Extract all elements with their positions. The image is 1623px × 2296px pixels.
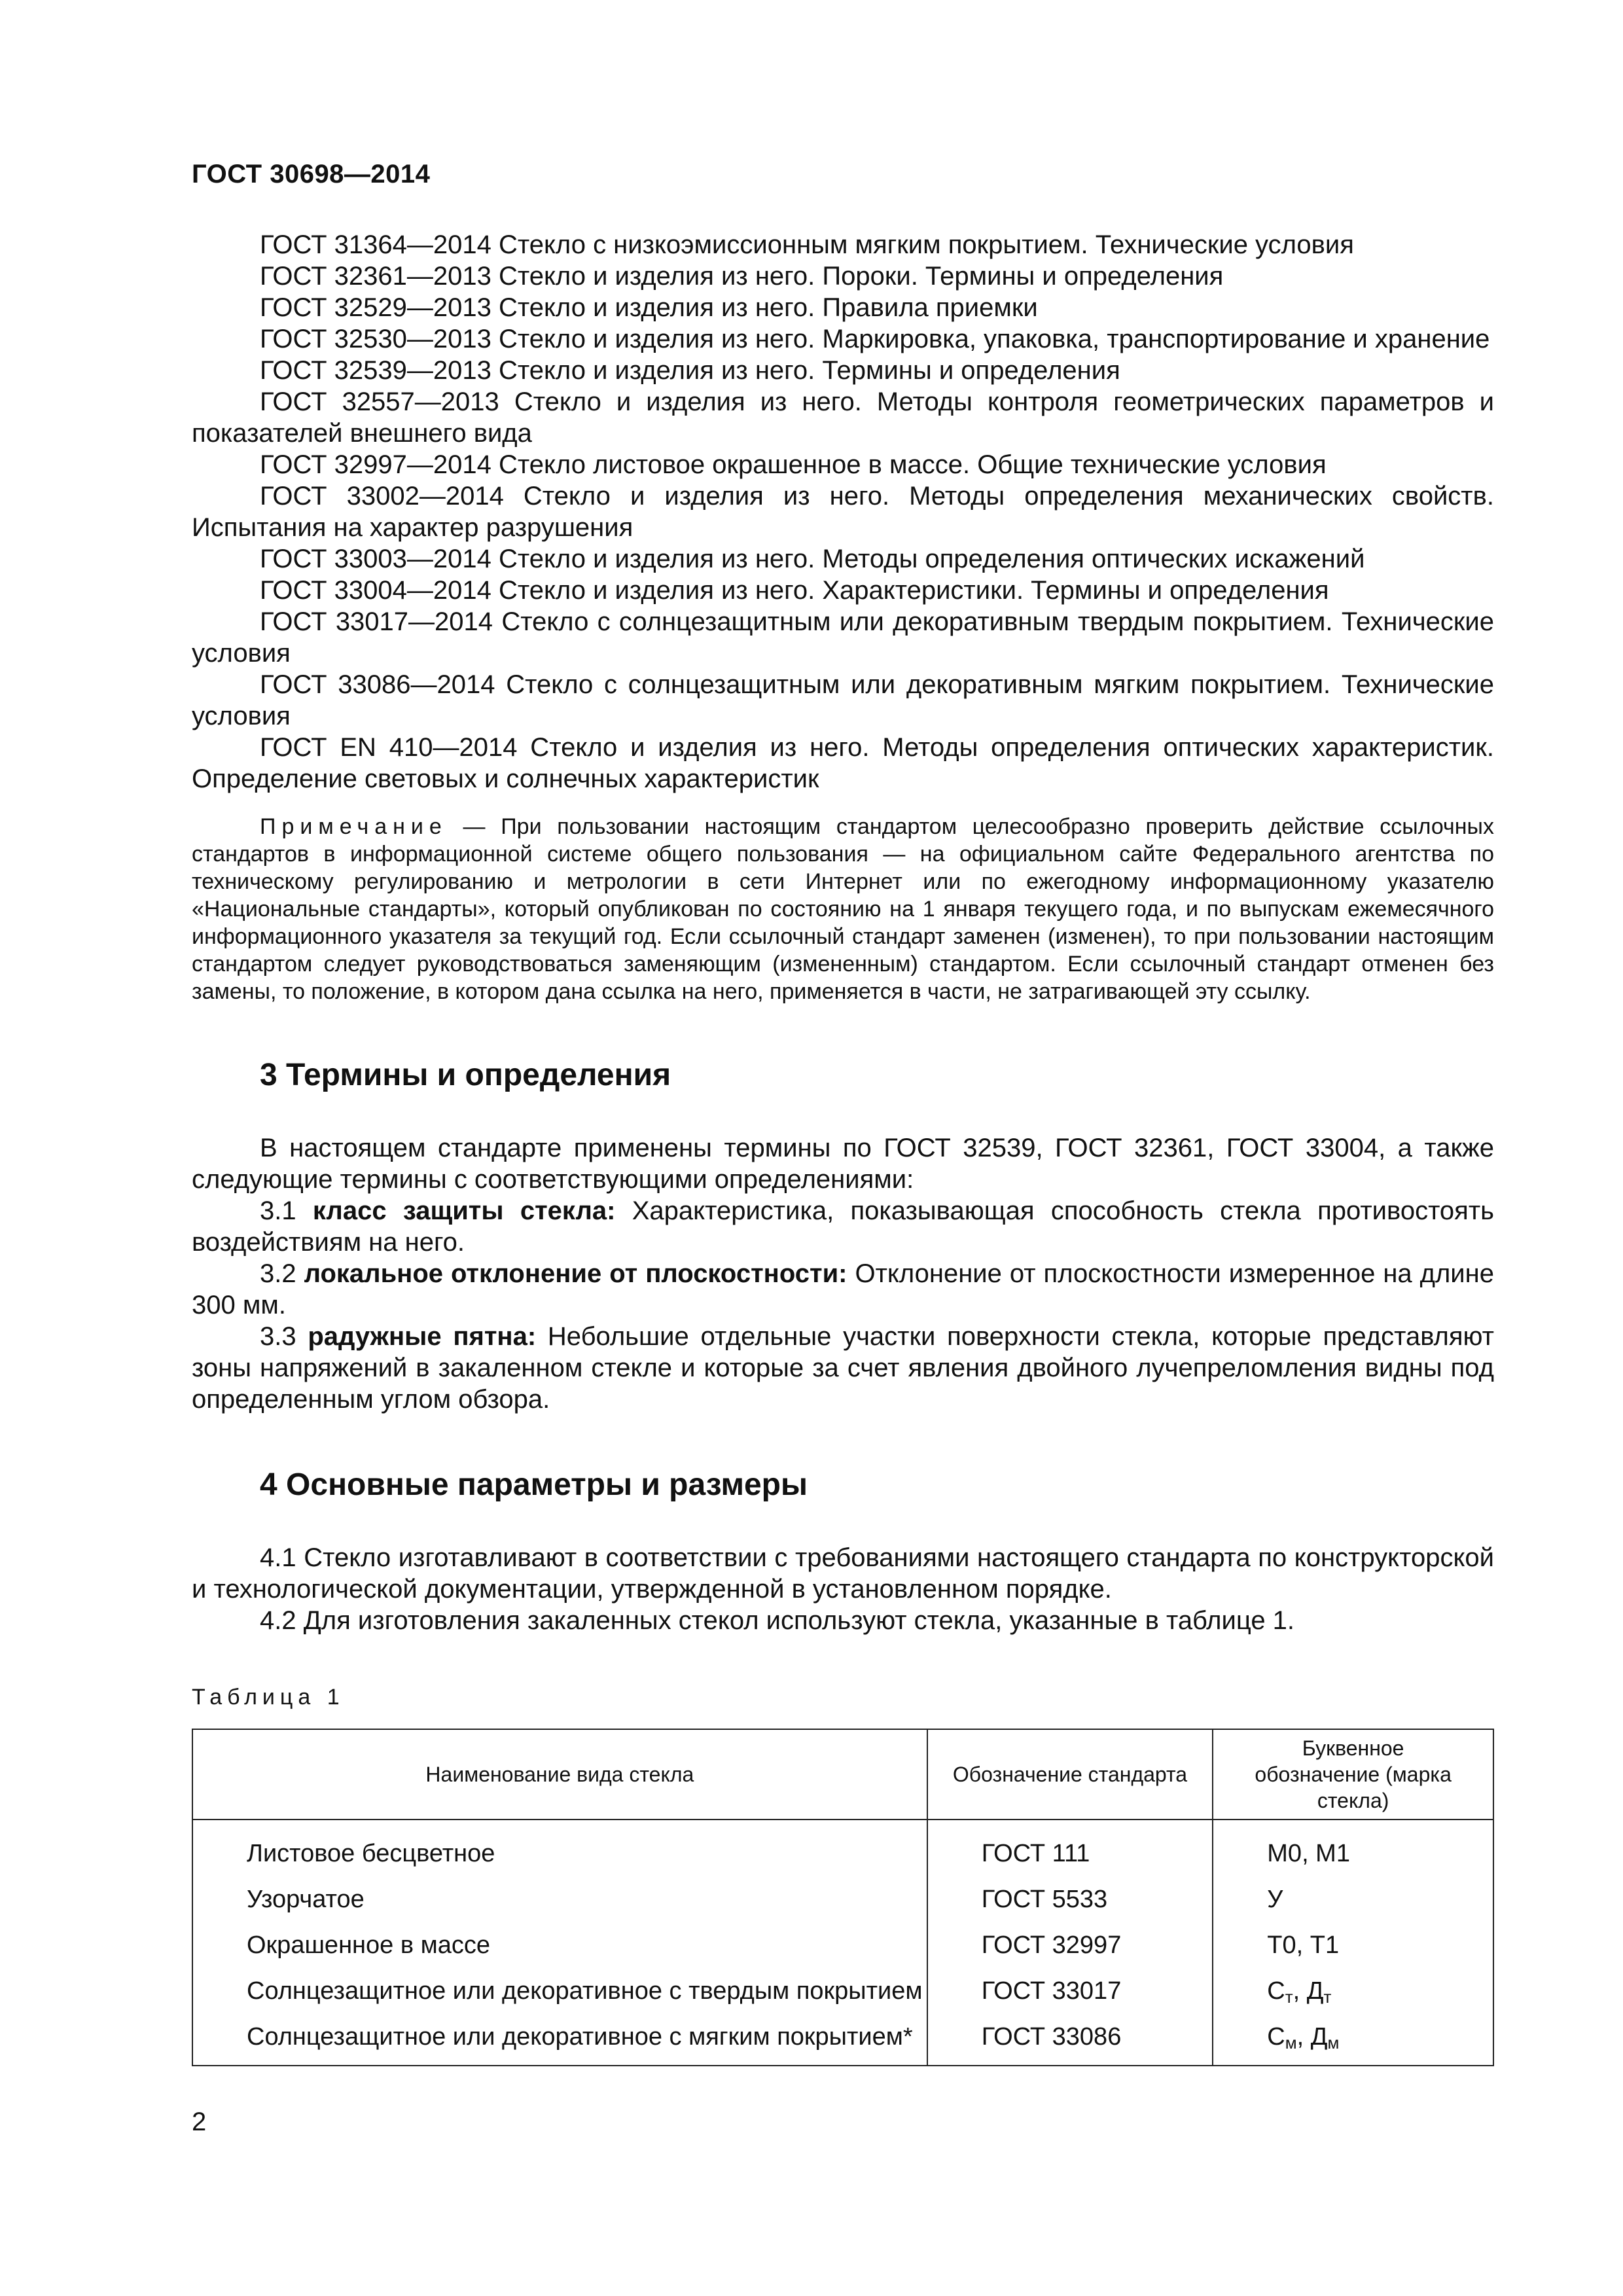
term-3-1 xyxy=(192,1195,1494,1258)
reference-item: ГОСТ 33086—2014 Стекло с солнцезащитным или декоративным мягким покрытием. Технические условия xyxy=(192,670,1494,730)
normative-references-list xyxy=(192,229,1494,795)
reference-item: ГОСТ 32539—2013 Стекло и изделия из него. Термины и определения xyxy=(260,356,1120,385)
mark-cell: $С_м$, $Д_м$ xyxy=(1213,2014,1493,2066)
mark-subscript: м xyxy=(1285,2033,1297,2053)
term-number: 3.1 xyxy=(260,1196,313,1225)
section-3-body xyxy=(192,1132,1494,1415)
mark-subscript: т xyxy=(1285,1987,1293,2007)
glass-type-cell: Узорчатое xyxy=(192,1876,927,1922)
column-header: Наименование вида стекла xyxy=(192,1729,927,1820)
glass-type-cell: Солнцезащитное или декоративное с мягким покрытием* xyxy=(192,2014,927,2066)
mark-letter: Д xyxy=(1310,2023,1328,2051)
mark-letter: С xyxy=(1267,1977,1285,2005)
standard-cell: ГОСТ 5533 xyxy=(927,1876,1213,1922)
table-row xyxy=(192,2014,1493,2066)
mark-subscript: т xyxy=(1323,1987,1332,2007)
term-name: локальное отклонение от плоскостности: xyxy=(304,1259,847,1288)
page-content xyxy=(192,229,1494,2066)
reference-item: ГОСТ 32557—2013 Стекло и изделия из него. Методы контроля геометрических параметров и показателей внешнего вида xyxy=(192,387,1494,448)
mark-cell: $С_т$, $Д_т$ xyxy=(1213,1968,1493,2014)
table-row xyxy=(192,1876,1493,1922)
column-header: Обозначение стандарта xyxy=(927,1729,1213,1820)
table-row xyxy=(192,1968,1493,2014)
term-3-3 xyxy=(192,1321,1494,1415)
mark-letter: Д xyxy=(1306,1977,1324,2005)
standard-cell: ГОСТ 32997 xyxy=(927,1922,1213,1968)
term-definition: Характеристика, показывающая способность стекла противостоять воздействиям на него. xyxy=(192,1196,1494,1257)
reference-item: ГОСТ EN 410—2014 Стекло и изделия из него. Методы определения оптических характеристик. Определение световых и солнечных характеристик xyxy=(192,733,1494,793)
column-header: Буквенное обозначение (марка стекла) xyxy=(1213,1729,1493,1820)
reference-item: ГОСТ 33017—2014 Стекло с солнцезащитным или декоративным твердым покрытием. Технические условия xyxy=(192,607,1494,668)
document-code-header: ГОСТ 30698—2014 xyxy=(192,160,431,188)
reference-item: ГОСТ 33003—2014 Стекло и изделия из него. Методы определения оптических искажений xyxy=(260,545,1365,573)
reference-item: ГОСТ 32530—2013 Стекло и изделия из него. Маркировка, упаковка, транспортирование и хранение xyxy=(260,325,1490,353)
table-row xyxy=(192,1820,1493,1876)
reference-item: ГОСТ 32997—2014 Стекло листовое окрашенное в массе. Общие технические условия xyxy=(260,450,1327,479)
reference-item: ГОСТ 31364—2014 Стекло с низкоэмиссионным мягким покрытием. Технические условия xyxy=(260,230,1354,259)
section-3-intro: В настоящем стандарте применены термины по ГОСТ 32539, ГОСТ 32361, ГОСТ 33004, а также следующие термины с соответствующими определениями: xyxy=(192,1134,1494,1194)
note-label: Примечание xyxy=(260,814,448,839)
paragraph-4-1: 4.1 Стекло изготавливают в соответствии с требованиями настоящего стандарта по конструкторской и технологической документации, утвержденной в установленном порядке. xyxy=(192,1543,1494,1604)
term-3-2 xyxy=(192,1258,1494,1321)
reference-item: ГОСТ 32361—2013 Стекло и изделия из него. Пороки. Термины и определения xyxy=(260,262,1224,291)
glass-types-table xyxy=(192,1729,1494,2066)
note-paragraph xyxy=(192,813,1494,1005)
table-header-row xyxy=(192,1729,1493,1820)
term-definition: Небольшие отдельные участки поверхности стекла, которые представляют зоны напряжений в закаленном стекле и которые за счет явления двойного лучепреломления видны под определенным углом обзора. xyxy=(192,1322,1494,1414)
reference-item: ГОСТ 33002—2014 Стекло и изделия из него. Методы определения механических свойств. Испытания на характер разрушения xyxy=(192,482,1494,542)
note-text: — При пользовании настоящим стандартом целесообразно проверить действие ссылочных стандартов в информационной системе общего пользования — на официальном сайте Федерального агентства по техническому регулированию и метрологии в сети Интернет или по ежегодному информационному указателю «Национальные стандарты», который опубликован по состоянию на 1 января текущего года, и по выпускам ежемесячного информационного указателя за текущий год. Если ссылочный стандарт заменен (изменен), то при пользовании настоящим стандартом следует руководствоваться заменяющим (измененным) стандартом. Если ссылочный стандарт отменен без замены, то положение, в котором дана ссылка на него, применяется в части, не затрагивающей эту ссылку. xyxy=(192,814,1494,1004)
page-number: 2 xyxy=(192,2108,207,2136)
paragraph-4-2: 4.2 Для изготовления закаленных стекол используют стекла, указанные в таблице 1. xyxy=(260,1606,1295,1635)
table-caption: Таблица 1 xyxy=(192,1685,345,1710)
section-4-body xyxy=(192,1542,1494,1636)
term-number: 3.2 xyxy=(260,1259,304,1288)
mark-cell: У xyxy=(1213,1876,1493,1922)
glass-type-cell: Солнцезащитное или декоративное с твердым покрытием xyxy=(192,1968,927,2014)
standard-cell: ГОСТ 33086 xyxy=(927,2014,1213,2066)
mark-subscript: м xyxy=(1327,2033,1340,2053)
standard-cell: ГОСТ 33017 xyxy=(927,1968,1213,2014)
table-row xyxy=(192,1922,1493,1968)
mark-cell: М0, М1 xyxy=(1213,1820,1493,1876)
reference-item: ГОСТ 32529—2013 Стекло и изделия из него. Правила приемки xyxy=(260,293,1038,322)
glass-type-cell: Листовое бесцветное xyxy=(192,1820,927,1876)
section-3-heading: 3 Термины и определения xyxy=(260,1058,671,1092)
term-name: класс защиты стекла: xyxy=(312,1196,616,1225)
term-definition: Отклонение от плоскостности измеренное на длине 300 мм. xyxy=(192,1259,1494,1319)
term-number: 3.3 xyxy=(260,1322,308,1351)
reference-item: ГОСТ 33004—2014 Стекло и изделия из него. Характеристики. Термины и определения xyxy=(260,576,1329,605)
mark-cell: Т0, Т1 xyxy=(1213,1922,1493,1968)
mark-letter: С xyxy=(1267,2023,1285,2051)
standard-cell: ГОСТ 111 xyxy=(927,1820,1213,1876)
glass-type-cell: Окрашенное в массе xyxy=(192,1922,927,1968)
section-4-heading: 4 Основные параметры и размеры xyxy=(260,1467,808,1502)
term-name: радужные пятна: xyxy=(308,1322,537,1351)
